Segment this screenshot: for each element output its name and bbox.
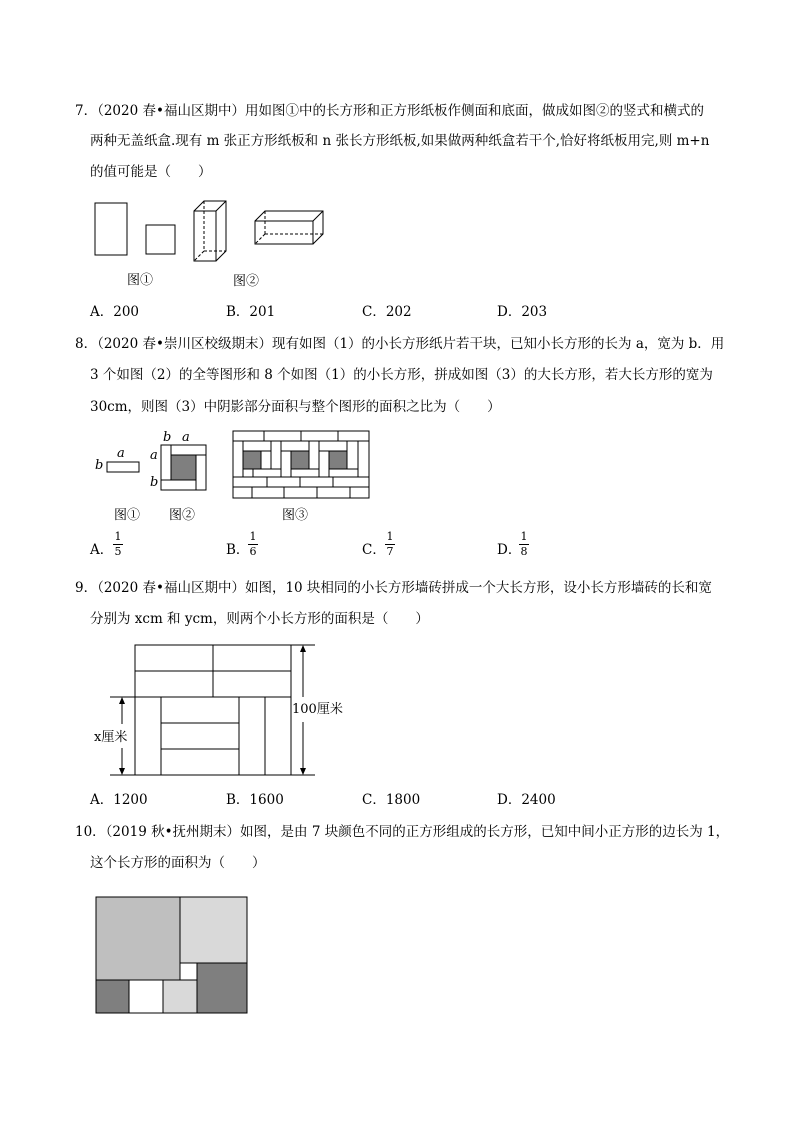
q10-square-lower-right xyxy=(197,963,247,1013)
q10-square-lower-center xyxy=(163,980,197,1013)
q8-option-c-letter: C． xyxy=(362,542,386,558)
q7-caption-1: 图① xyxy=(127,273,154,288)
q8-caption-2: 图② xyxy=(169,508,196,523)
q9-option-b: B．1600 xyxy=(226,792,284,808)
q8-option-c-denominator: 7 xyxy=(386,545,394,558)
q8-fig2-label-b-left: b xyxy=(150,475,159,490)
q10-square-lower-middle xyxy=(129,980,163,1013)
q8-option-d-fraction xyxy=(519,531,529,558)
q8-figure-1 xyxy=(105,460,141,474)
q9-line-1: 9．（2020 春•福山区期中）如图，10 块相同的小长方形墙砖拼成一个大长方形，设小长方形墙砖的长和宽 xyxy=(75,580,712,596)
q8-option-a-numerator: 1 xyxy=(114,530,122,543)
q10-square-upper-right xyxy=(180,897,247,963)
q9-label-x-cm: x厘米 xyxy=(94,726,127,745)
q9-bottom-row xyxy=(135,697,291,775)
q8-fig2-label-b: b xyxy=(163,430,172,445)
q8-fig3-shaded-square-3 xyxy=(329,451,347,469)
q8-option-b-numerator: 1 xyxy=(249,530,257,543)
q8-option-d-numerator: 1 xyxy=(520,530,528,543)
q7-vertical-box xyxy=(194,201,226,261)
q7-option-b: B．201 xyxy=(226,304,276,320)
q8-option-b-denominator: 6 xyxy=(249,545,257,558)
q9-option-d: D．2400 xyxy=(497,792,556,808)
q8-caption-1: 图① xyxy=(114,508,141,523)
q10-line-1: 10．（2019 秋•抚州期末）如图，是由 7 块颜色不同的正方形组成的长方形，已知中间小正方形的边长为 1， xyxy=(75,824,730,840)
q8-option-b-fraction xyxy=(248,531,258,558)
q10-square-large xyxy=(96,897,180,980)
q8-fig3-shaded-square-2 xyxy=(291,451,309,469)
q9-line-2: 分别为 xcm 和 ycm，则两个小长方形的面积是（ ） xyxy=(90,611,429,627)
q8-line-2: 3 个如图（2）的全等图形和 8 个如图（1）的小长方形，拼成如图（3）的大长方形，若大长方形的宽为 xyxy=(90,367,713,383)
q8-figure-2 xyxy=(160,444,208,492)
q8-option-c-numerator: 1 xyxy=(386,530,394,543)
q7-line-2: 两种无盖纸盒.现有 m 张正方形纸板和 n 张长方形纸板,如果做两种纸盒若干个,恰好将纸板用完,则 m+n xyxy=(90,133,710,149)
q8-option-b-letter: B． xyxy=(226,542,250,558)
q7-horizontal-box xyxy=(255,211,323,244)
q8-option-a-letter: A． xyxy=(90,542,114,558)
q9-option-a: A．1200 xyxy=(90,792,148,808)
q7-line-3: 的值可能是（ ） xyxy=(90,164,212,180)
q8-fig2-label-a-left: a xyxy=(150,448,158,463)
q7-rectangle-board xyxy=(95,203,127,255)
q10-square-lower-left xyxy=(96,980,129,1013)
q8-fig3-shaded-square-1 xyxy=(243,451,261,469)
q8-option-d-denominator: 8 xyxy=(520,545,528,558)
q7-option-d: D．203 xyxy=(497,304,548,320)
q7-square-board xyxy=(146,225,175,254)
q8-option-a-denominator: 5 xyxy=(114,545,122,558)
q8-line-3: 30cm，则图（3）中阴影部分面积与整个图形的面积之比为（ ） xyxy=(90,399,501,415)
q8-fig1-label-b: b xyxy=(95,458,104,473)
q10-figure xyxy=(95,896,250,1016)
q8-figure-3 xyxy=(232,430,372,500)
q9-option-c: C．1800 xyxy=(362,792,421,808)
q10-square-center-small xyxy=(180,963,197,980)
q8-fig1-label-a: a xyxy=(117,446,125,461)
q8-option-d-letter: D． xyxy=(497,542,522,558)
q7-line-1: 7．（2020 春•福山区期中）用如图①中的长方形和正方形纸板作侧面和底面，做成如图②的竖式和横式的 xyxy=(75,103,704,119)
q8-line-1: 8．（2020 春•崇川区校级期末）现有如图（1）的小长方形纸片若干块，已知小长方形的长为 a，宽为 b．用 xyxy=(75,336,725,352)
q7-caption-2: 图② xyxy=(233,274,260,289)
q8-caption-3: 图③ xyxy=(282,508,309,523)
q8-fig2-shaded-square xyxy=(171,455,196,480)
q8-fig2-label-a: a xyxy=(182,430,190,445)
q9-label-100cm: 100厘米 xyxy=(292,698,343,717)
q8-option-a-fraction xyxy=(113,531,123,558)
q7-figure xyxy=(90,195,360,265)
q7-option-c: C．202 xyxy=(362,304,412,320)
q10-line-2: 这个长方形的面积为（ ） xyxy=(90,855,266,871)
q8-option-c-fraction xyxy=(385,531,395,558)
q7-option-a: A．200 xyxy=(90,304,140,320)
